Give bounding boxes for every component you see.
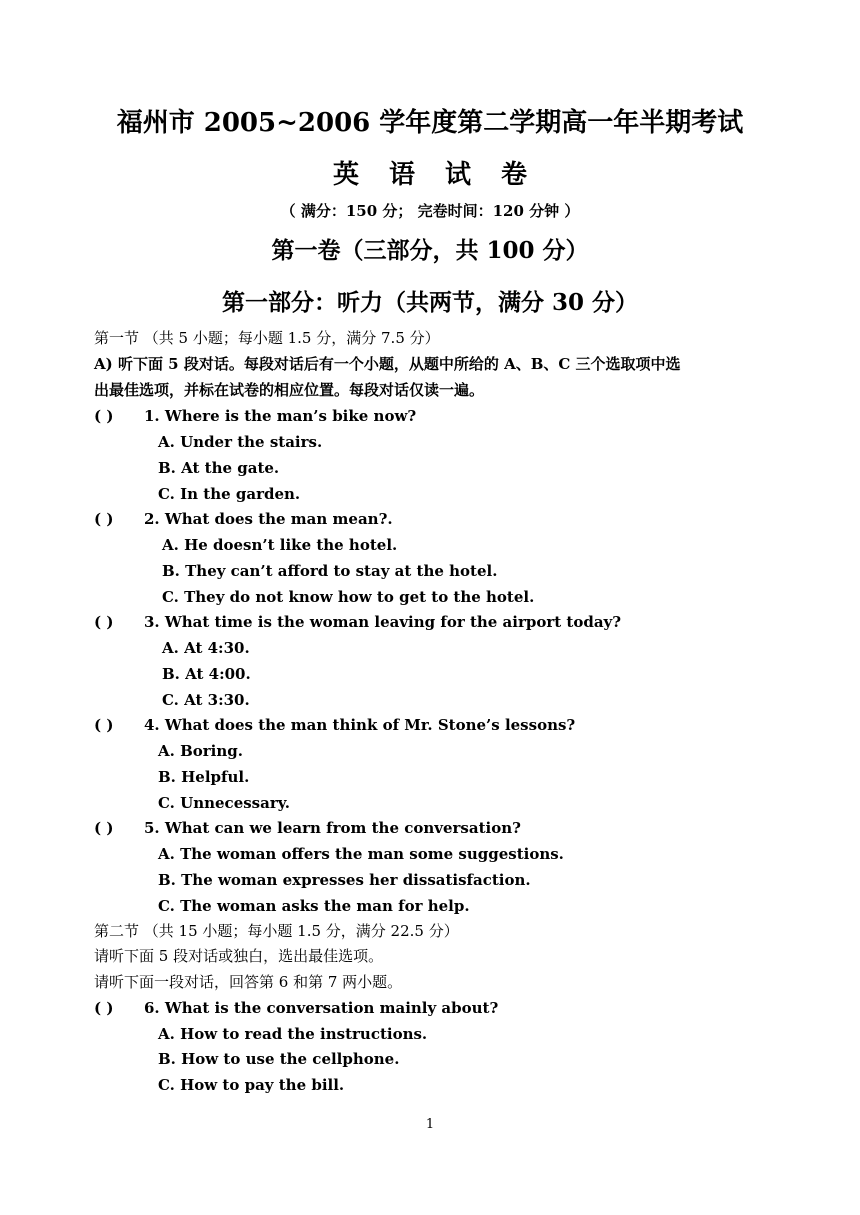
- answer-blank[interactable]: ( ): [94, 510, 114, 528]
- section1-heading: 第一节 （共 5 小题；每小题 1.5 分，满分 7.5 分）: [94, 329, 440, 347]
- question-4-option-a: A. Boring.: [158, 742, 243, 760]
- question-3-option-b: B. At 4:00.: [162, 665, 251, 683]
- section1-instruction-line1: A) 听下面 5 段对话。每段对话后有一个小题，从题中所给的 A、B、C 三个选取项中选: [94, 355, 681, 373]
- question-4-option-b: B. Helpful.: [158, 768, 250, 786]
- question-6-option-a: A. How to read the instructions.: [158, 1025, 428, 1043]
- question-6: 6. What is the conversation mainly about?: [144, 999, 499, 1017]
- question-1-option-b: B. At the gate.: [158, 459, 280, 477]
- answer-blank[interactable]: ( ): [94, 407, 114, 425]
- section2-instruction-line2: 请听下面一段对话，回答第 6 和第 7 两小题。: [94, 973, 403, 991]
- section1-instruction-line2: 出最佳选项，并标在试卷的相应位置。每段对话仅读一遍。: [94, 381, 485, 399]
- question-4-option-c: C. Unnecessary.: [158, 794, 290, 812]
- page-number: 1: [425, 1117, 435, 1132]
- question-5-option-a: A. The woman offers the man some suggestions.: [158, 845, 564, 863]
- section2-heading: 第二节 （共 15 小题；每小题 1.5 分，满分 22.5 分）: [94, 922, 459, 940]
- question-1: 1. Where is the man’s bike now?: [144, 407, 417, 425]
- exam-title: 福州市 2005~2006 学年度第二学期高一年半期考试: [116, 108, 744, 138]
- question-2: 2. What does the man mean?.: [144, 510, 393, 528]
- answer-blank[interactable]: ( ): [94, 999, 114, 1017]
- question-2-option-b: B. They can’t afford to stay at the hotel.: [162, 562, 498, 580]
- question-5-option-c: C. The woman asks the man for help.: [158, 897, 470, 915]
- question-4: 4. What does the man think of Mr. Stone’s lessons?: [144, 716, 576, 734]
- question-6-option-b: B. How to use the cellphone.: [158, 1050, 400, 1068]
- section2-instruction-line1: 请听下面 5 段对话或独白，选出最佳选项。: [94, 947, 384, 965]
- part-title: 第一部分：听力（共两节，满分 30 分）: [221, 289, 639, 316]
- volume-title: 第一卷（三部分，共 100 分）: [271, 237, 589, 264]
- question-5: 5. What can we learn from the conversation?: [144, 819, 521, 837]
- subject-title: 英语试卷: [332, 160, 557, 190]
- question-3-option-a: A. At 4:30.: [162, 639, 250, 657]
- answer-blank[interactable]: ( ): [94, 613, 114, 631]
- question-6-option-c: C. How to pay the bill.: [158, 1076, 345, 1094]
- question-2-option-c: C. They do not know how to get to the hotel.: [162, 588, 535, 606]
- question-1-option-c: C. In the garden.: [158, 485, 301, 503]
- answer-blank[interactable]: ( ): [94, 819, 114, 837]
- question-5-option-b: B. The woman expresses her dissatisfaction.: [158, 871, 531, 889]
- exam-info: （ 满分：150 分； 完卷时间：120 分钟 ）: [280, 202, 580, 220]
- question-3: 3. What time is the woman leaving for the airport today?: [144, 613, 622, 631]
- question-1-option-a: A. Under the stairs.: [158, 433, 323, 451]
- question-2-option-a: A. He doesn’t like the hotel.: [162, 536, 398, 554]
- answer-blank[interactable]: ( ): [94, 716, 114, 734]
- question-3-option-c: C. At 3:30.: [162, 691, 250, 709]
